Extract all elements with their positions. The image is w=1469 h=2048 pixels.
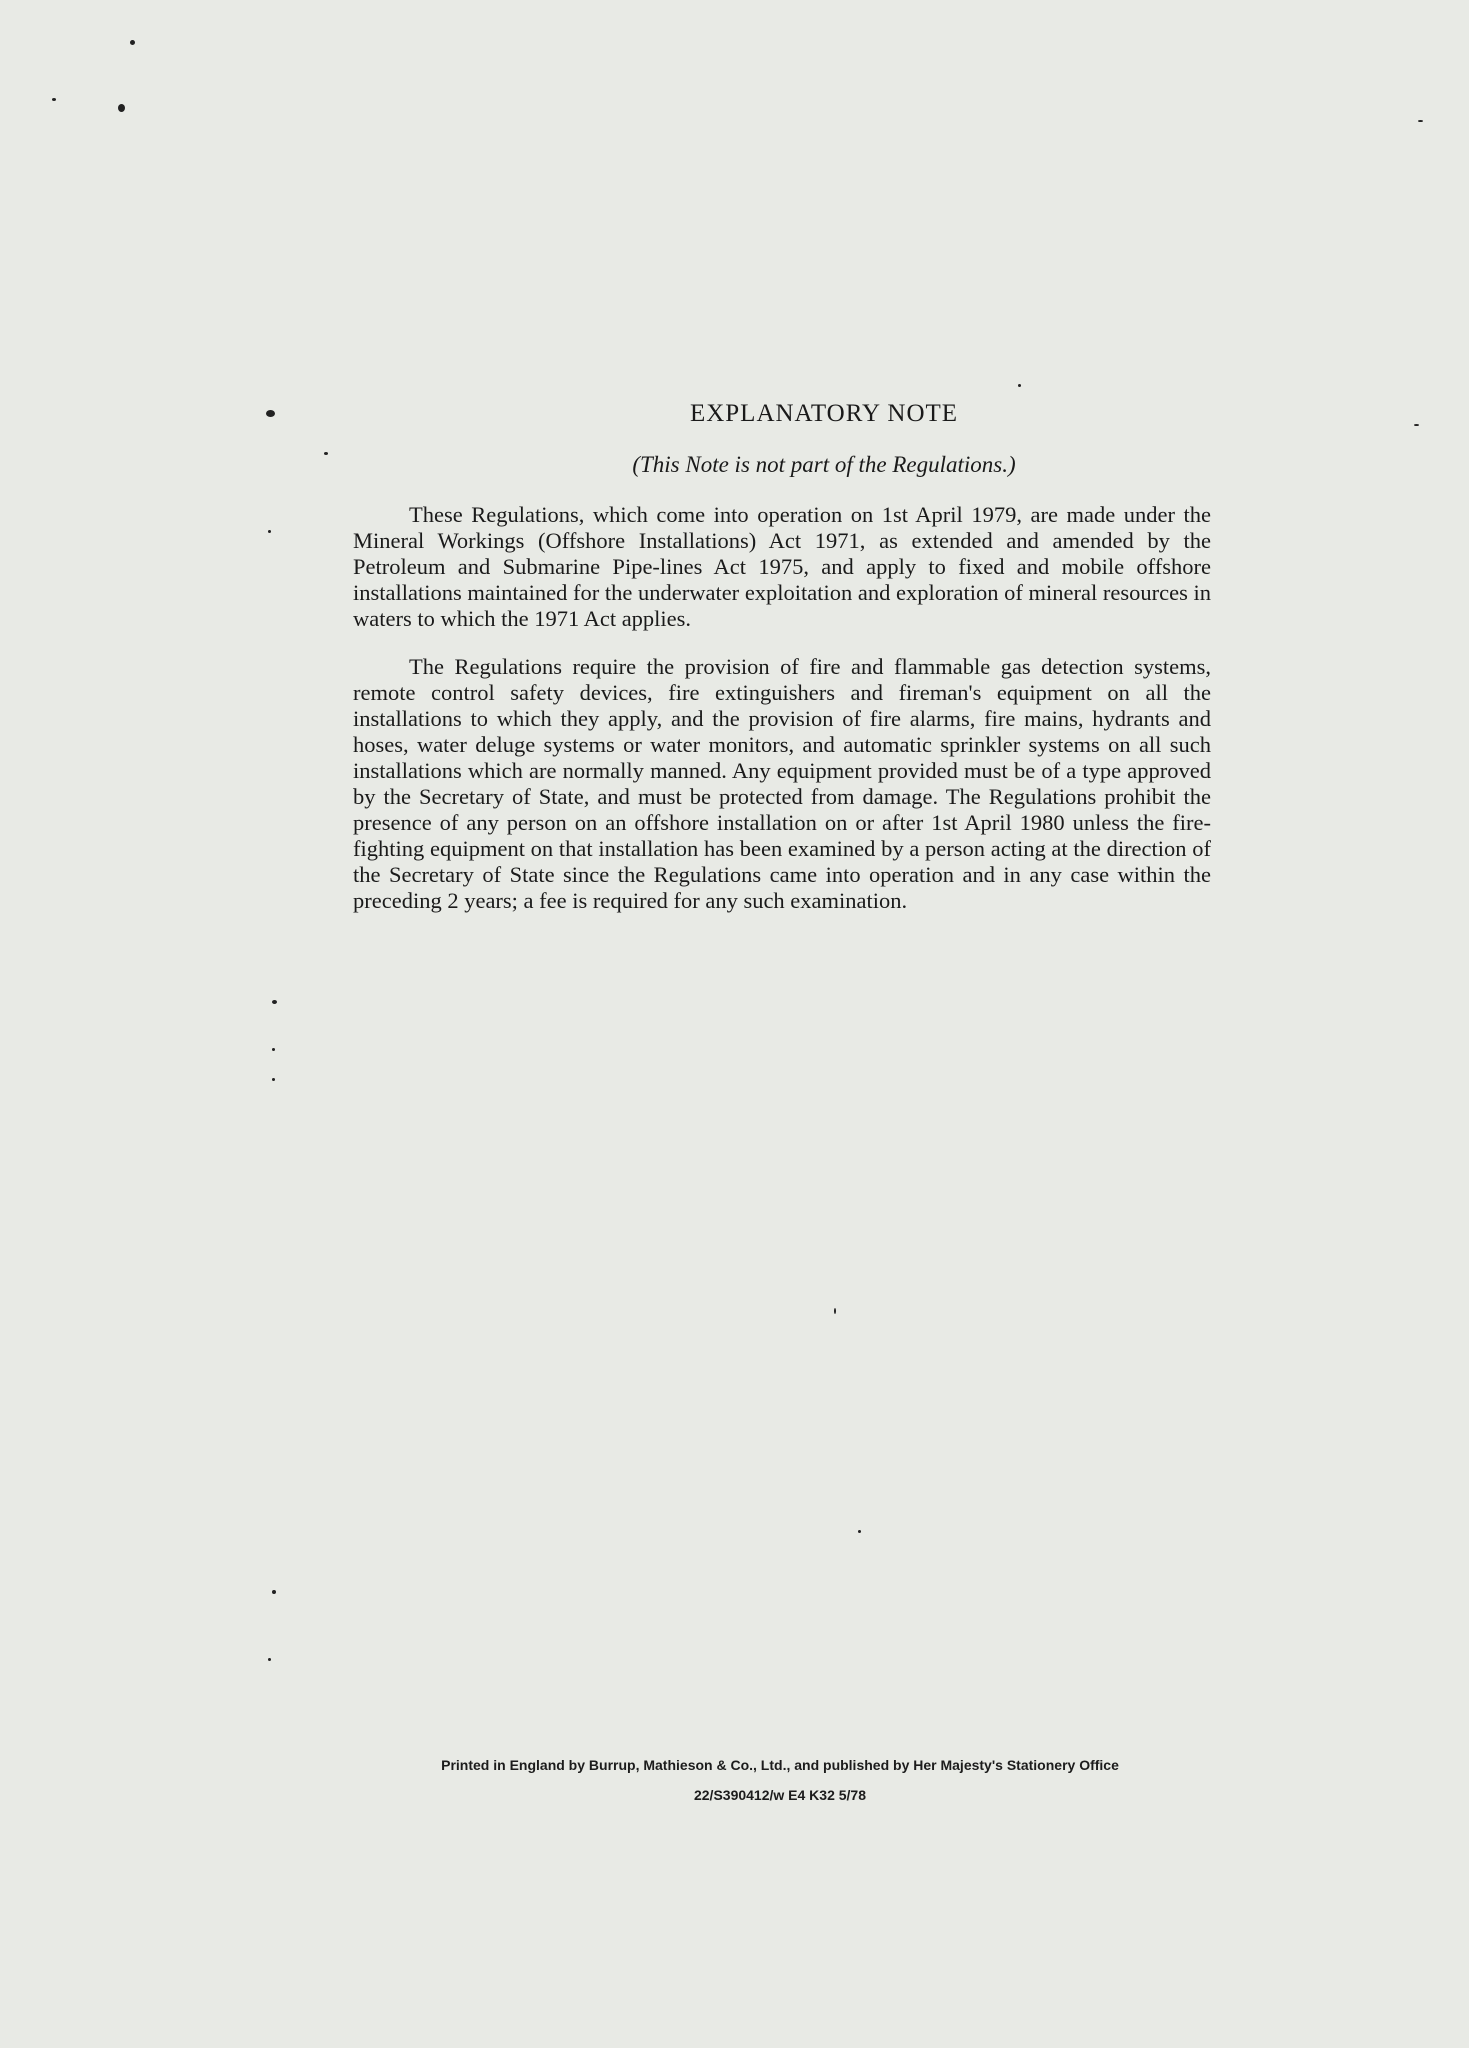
- publication-code: 22/S390412/w E4 K32 5/78: [693, 1787, 867, 1803]
- speck-mark: [268, 1658, 271, 1661]
- speck-mark: [272, 1078, 275, 1081]
- printer-imprint: [340, 1750, 1220, 1810]
- note-paragraph-requirements: The Regulations require the provision of fire and flammable gas detection systems, remote control safety devices, fire extinguishers and fireman's equipment on all the installations to which they apply, and the provision of fire alarms, fire mains, hydrants and hoses, water deluge systems or water monitors, and automatic sprinkler systems on all such installations which are normally manned. Any equipment provided must be of a type approved by the Secretary of State, and must be protected from damage. The Regulations prohibit the presence of any person on an offshore installation on or after 1st April 1980 unless the fire-fighting equipment on that installation has been examined by a person acting at the direction of the Secretary of State since the Regulations came into operation and in any case within the preceding 2 years; a fee is required for any such examination.: [353, 654, 1211, 913]
- note-subheading: (This Note is not part of the Regulations.): [632, 452, 1016, 477]
- speck-mark: [268, 530, 271, 533]
- speck-mark: [324, 452, 328, 455]
- explanatory-note: [353, 400, 1211, 936]
- speck-mark: [272, 1590, 276, 1594]
- speck-mark: [272, 1048, 275, 1051]
- speck-mark: [1414, 424, 1419, 426]
- speck-mark: [1018, 384, 1021, 387]
- speck-mark: [130, 40, 135, 45]
- speck-mark: [266, 410, 275, 417]
- speck-mark: [1418, 120, 1423, 122]
- printer-line: Printed in England by Burrup, Mathieson & Co., Ltd., and published by Her Majesty's Stationery Office: [441, 1757, 1119, 1773]
- speck-mark: [834, 1308, 836, 1314]
- speck-mark: [858, 1530, 861, 1533]
- note-paragraph-scope: These Regulations, which come into operation on 1st April 1979, are made under the Mineral Workings (Offshore Installations) Act 1971, as extended and amended by the Petroleum and Submarine Pipe-lines Act 1975, and apply to fixed and mobile offshore installations maintained for the underwater exploitation and exploration of mineral resources in waters to which the 1971 Act applies.: [353, 502, 1211, 631]
- speck-mark: [272, 1000, 277, 1004]
- speck-mark: [52, 98, 56, 101]
- note-heading: EXPLANATORY NOTE: [689, 400, 959, 427]
- speck-mark: [118, 104, 125, 112]
